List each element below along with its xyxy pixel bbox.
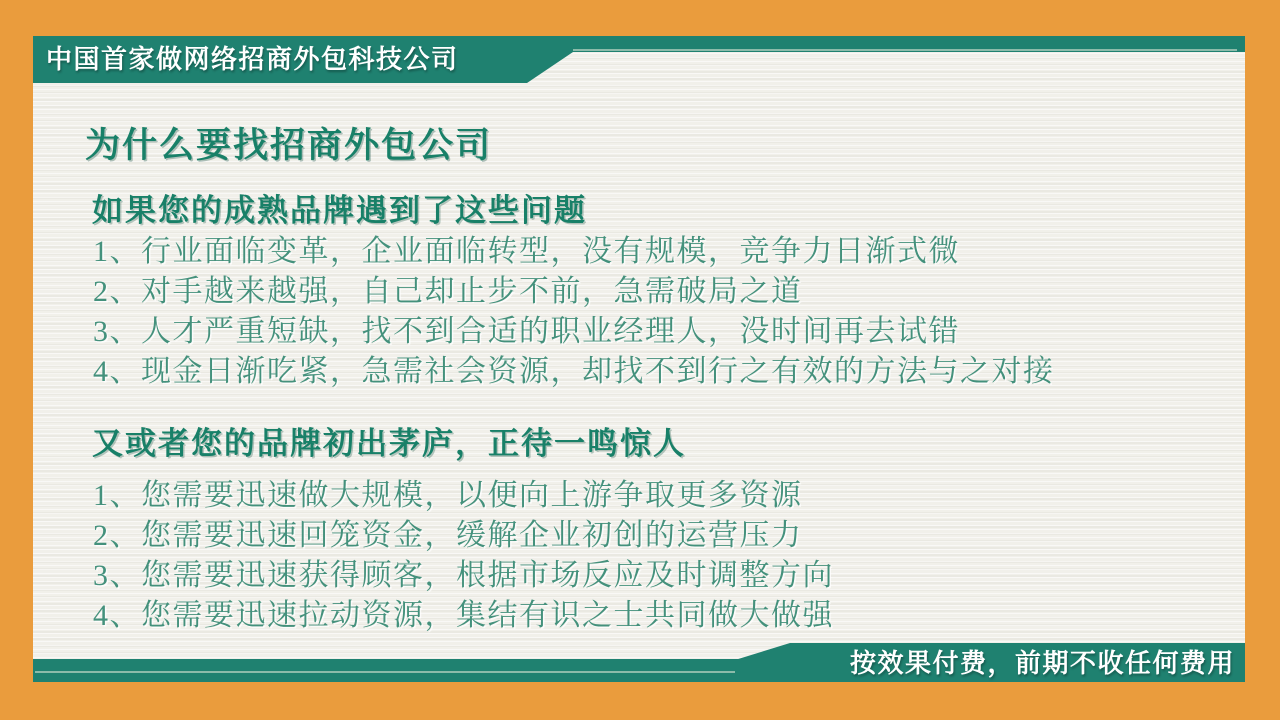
list-item: 1、行业面临变革，企业面临转型，没有规模，竞争力日渐式微 [93,235,960,268]
section1-heading: 如果您的成熟品牌遇到了这些问题 [92,193,587,228]
company-tagline: 中国首家做网络招商外包科技公司 [46,44,459,74]
header-ribbon-highlight-line [543,49,1237,51]
list-item: 1、您需要迅速做大规模，以便向上游争取更多资源 [93,479,803,512]
section1-list [93,232,1055,392]
section2-heading: 又或者您的品牌初出茅庐，正待一鸣惊人 [92,426,686,461]
footer-ribbon-highlight-line [35,671,740,673]
page-title: 为什么要找招商外包公司 [85,126,493,165]
list-item: 4、现金日渐吃紧，急需社会资源，却找不到行之有效的方法与之对接 [93,355,1055,388]
section2-list [93,476,834,636]
list-item: 3、您需要迅速获得顾客，根据市场反应及时调整方向 [93,559,834,592]
list-item: 4、您需要迅速拉动资源，集结有识之士共同做大做强 [93,599,834,632]
list-item: 3、人才严重短缺，找不到合适的职业经理人，没时间再去试错 [93,315,960,348]
list-item: 2、对手越来越强，自己却止步不前，急需破局之道 [93,275,803,308]
list-item: 2、您需要迅速回笼资金，缓解企业初创的运营压力 [93,519,803,552]
slide-content [33,36,1245,682]
footer-tagline: 按效果付费，前期不收任何费用 [849,648,1235,678]
